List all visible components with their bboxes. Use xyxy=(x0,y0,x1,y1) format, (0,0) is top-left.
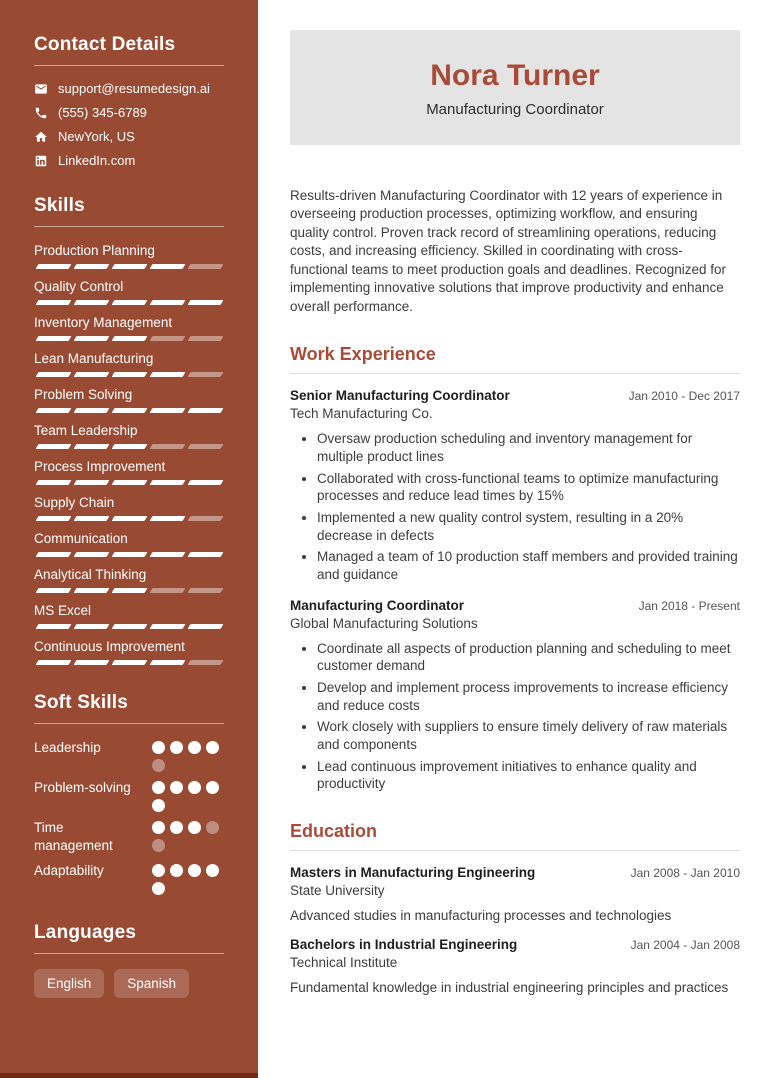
skill-bar-segment xyxy=(150,372,186,377)
candidate-title: Manufacturing Coordinator xyxy=(426,101,604,118)
skill-level-bar xyxy=(34,336,224,341)
skill-label: Problem Solving xyxy=(34,387,133,402)
skill-bar-segment xyxy=(188,660,224,665)
soft-skill-dot xyxy=(170,781,183,794)
skill-bar-segment xyxy=(112,480,148,485)
soft-skill-rating xyxy=(152,819,224,852)
skill-bar-segment xyxy=(150,444,186,449)
skill-level-bar xyxy=(34,300,224,305)
sidebar xyxy=(0,0,258,1078)
job-bullet: • Collaborated with cross-functional teams to optimize manufacturing processes and reduce lead times by 15% xyxy=(317,470,740,505)
soft-skill-item xyxy=(34,862,224,895)
work-experience-title: Work Experience xyxy=(290,344,436,365)
contact-item xyxy=(34,81,224,96)
education-dates: Jan 2004 - Jan 2008 xyxy=(630,938,740,953)
education-entry xyxy=(290,865,740,923)
job-bullet: • Work closely with suppliers to ensure timely delivery of raw materials and components xyxy=(317,718,740,753)
skill-bar-segment xyxy=(188,264,224,269)
skill-bar-segment xyxy=(74,264,110,269)
languages-section xyxy=(34,922,224,998)
skill-bar-segment xyxy=(74,516,110,521)
skill-bar-segment xyxy=(188,300,224,305)
linkedin-icon xyxy=(34,154,48,168)
job-bullet: • Lead continuous improvement initiatives to enhance quality and productivity xyxy=(317,758,740,793)
skill-bar-segment xyxy=(112,624,148,629)
skill-bar-segment xyxy=(112,552,148,557)
soft-skill-dot xyxy=(188,821,201,834)
skill-label: MS Excel xyxy=(34,603,92,618)
education-dates: Jan 2008 - Jan 2010 xyxy=(630,866,740,881)
school-name: State University xyxy=(290,883,385,899)
job-entry xyxy=(290,388,740,583)
skill-bar-segment xyxy=(188,336,224,341)
education-entry-header xyxy=(290,937,740,952)
skill-level-bar xyxy=(34,480,224,485)
soft-skill-dot xyxy=(152,781,165,794)
soft-skill-dot xyxy=(152,821,165,834)
skill-label: Production Planning xyxy=(34,243,155,258)
skill-level-bar xyxy=(34,588,224,593)
skill-bar-segment xyxy=(74,408,110,413)
skill-level-bar xyxy=(34,408,224,413)
resume-header xyxy=(290,30,740,145)
skill-bar-segment xyxy=(150,408,186,413)
skill-bar-segment xyxy=(150,588,186,593)
section-divider xyxy=(34,723,224,724)
soft-skills-list xyxy=(34,739,224,895)
soft-skill-dot xyxy=(152,864,165,877)
main-content xyxy=(258,0,768,1078)
contact-text: (555) 345-6789 xyxy=(58,105,147,120)
skill-level-bar xyxy=(34,516,224,521)
skill-bar-segment xyxy=(36,408,72,413)
skill-item xyxy=(34,458,224,485)
skill-bar-segment xyxy=(112,516,148,521)
degree-name: Bachelors in Industrial Engineering xyxy=(290,937,518,953)
email-icon xyxy=(34,82,48,96)
soft-skill-item xyxy=(34,819,224,855)
skill-bar-segment xyxy=(36,480,72,485)
skill-level-bar xyxy=(34,264,224,269)
soft-skill-dot xyxy=(206,741,219,754)
skill-label: Process Improvement xyxy=(34,459,166,474)
skill-bar-segment xyxy=(150,624,186,629)
skills-list xyxy=(34,242,224,665)
skill-bar-segment xyxy=(36,552,72,557)
languages-section-title: Languages xyxy=(34,922,137,943)
job-dates: Jan 2010 - Dec 2017 xyxy=(628,389,740,404)
skill-bar-segment xyxy=(36,624,72,629)
skills-section-title: Skills xyxy=(34,195,85,216)
job-bullets xyxy=(290,640,740,793)
skill-label: Inventory Management xyxy=(34,315,173,330)
job-dates: Jan 2018 - Present xyxy=(638,598,740,613)
skill-level-bar xyxy=(34,444,224,449)
section-divider xyxy=(290,850,740,851)
sidebar-bottom-strip xyxy=(0,1073,258,1078)
language-pill: Spanish xyxy=(114,969,189,998)
education-description: Advanced studies in manufacturing processes and technologies xyxy=(290,908,672,924)
skill-bar-segment xyxy=(112,660,148,665)
soft-skill-label: Adaptability xyxy=(34,863,104,878)
skill-bar-segment xyxy=(74,480,110,485)
skill-label: Supply Chain xyxy=(34,495,115,510)
education-entry-header xyxy=(290,865,740,880)
skill-bar-segment xyxy=(74,660,110,665)
soft-skills-section xyxy=(34,692,224,895)
contact-section xyxy=(34,34,224,168)
skill-bar-segment xyxy=(112,300,148,305)
skill-label: Quality Control xyxy=(34,279,124,294)
skill-level-bar xyxy=(34,660,224,665)
skill-bar-segment xyxy=(36,300,72,305)
skill-bar-segment xyxy=(150,300,186,305)
skill-bar-segment xyxy=(150,516,186,521)
skill-bar-segment xyxy=(150,336,186,341)
soft-skill-dot xyxy=(170,741,183,754)
skill-label: Continuous Improvement xyxy=(34,639,185,654)
section-divider xyxy=(34,953,224,954)
skill-bar-segment xyxy=(150,552,186,557)
skill-bar-segment xyxy=(112,588,148,593)
skill-bar-segment xyxy=(112,264,148,269)
skill-bar-segment xyxy=(188,444,224,449)
soft-skill-dot xyxy=(152,759,165,772)
soft-skill-dot xyxy=(206,864,219,877)
skill-bar-segment xyxy=(188,480,224,485)
soft-skill-dot xyxy=(188,864,201,877)
job-role: Manufacturing Coordinator xyxy=(290,597,464,613)
soft-skill-dot xyxy=(152,799,165,812)
soft-skill-dot xyxy=(206,781,219,794)
school-name: Technical Institute xyxy=(290,955,398,971)
skill-label: Analytical Thinking xyxy=(34,567,147,582)
skill-level-bar xyxy=(34,372,224,377)
soft-skill-dot xyxy=(170,864,183,877)
skill-label: Team Leadership xyxy=(34,423,138,438)
jobs-list xyxy=(290,388,740,793)
skill-item xyxy=(34,314,224,341)
soft-skill-dot xyxy=(152,882,165,895)
job-entry xyxy=(290,598,740,793)
job-role: Senior Manufacturing Coordinator xyxy=(290,388,510,404)
job-bullet: • Oversaw production scheduling and inventory management for multiple product lines xyxy=(317,430,740,465)
soft-skill-rating xyxy=(152,779,224,812)
skill-level-bar xyxy=(34,552,224,557)
skill-bar-segment xyxy=(36,588,72,593)
soft-skill-label: Problem-solving xyxy=(34,780,131,795)
contact-list xyxy=(34,81,224,168)
contact-text: NewYork, US xyxy=(58,129,135,144)
skill-item xyxy=(34,602,224,629)
contact-item xyxy=(34,153,224,168)
contact-section-title: Contact Details xyxy=(34,34,176,55)
skill-bar-segment xyxy=(36,264,72,269)
soft-skill-dot xyxy=(152,741,165,754)
section-divider xyxy=(290,373,740,374)
skill-bar-segment xyxy=(188,372,224,377)
skill-bar-segment xyxy=(74,300,110,305)
skill-item xyxy=(34,494,224,521)
skill-bar-segment xyxy=(36,444,72,449)
skill-bar-segment xyxy=(74,372,110,377)
skill-bar-segment xyxy=(74,624,110,629)
skill-bar-segment xyxy=(36,336,72,341)
home-icon xyxy=(34,130,48,144)
job-company: Tech Manufacturing Co. xyxy=(290,406,433,422)
skill-bar-segment xyxy=(112,408,148,413)
job-entry-header xyxy=(290,388,740,403)
skill-item xyxy=(34,242,224,269)
skill-bar-segment xyxy=(112,336,148,341)
skill-bar-segment xyxy=(74,444,110,449)
skill-bar-segment xyxy=(188,552,224,557)
job-bullet: • Managed a team of 10 production staff members and provided training and guidance xyxy=(317,548,740,583)
education-entry xyxy=(290,937,740,995)
soft-skills-section-title: Soft Skills xyxy=(34,692,129,713)
skill-bar-segment xyxy=(74,336,110,341)
skill-bar-segment xyxy=(36,372,72,377)
skill-item xyxy=(34,422,224,449)
job-entry-header xyxy=(290,598,740,613)
skill-item xyxy=(34,638,224,665)
soft-skill-rating xyxy=(152,739,224,772)
education-list xyxy=(290,865,740,995)
candidate-name: Nora Turner xyxy=(430,59,600,92)
skill-bar-segment xyxy=(188,516,224,521)
soft-skill-dot xyxy=(206,821,219,834)
skill-bar-segment xyxy=(74,552,110,557)
skill-bar-segment xyxy=(112,372,148,377)
language-pill: English xyxy=(34,969,104,998)
degree-name: Masters in Manufacturing Engineering xyxy=(290,865,536,881)
job-bullet: • Coordinate all aspects of production planning and scheduling to meet customer demand xyxy=(317,640,740,675)
section-divider xyxy=(34,226,224,227)
soft-skill-dot xyxy=(188,781,201,794)
phone-icon xyxy=(34,106,48,120)
work-experience-section xyxy=(290,344,740,793)
job-bullet: • Implemented a new quality control system, resulting in a 20% decrease in defects xyxy=(317,509,740,544)
job-bullet: • Develop and implement process improvements to increase efficiency and reduce costs xyxy=(317,679,740,714)
skill-item xyxy=(34,350,224,377)
soft-skill-label: Time management xyxy=(34,820,113,853)
skill-bar-segment xyxy=(112,444,148,449)
skill-label: Lean Manufacturing xyxy=(34,351,154,366)
skill-bar-segment xyxy=(74,588,110,593)
skill-bar-segment xyxy=(188,588,224,593)
contact-text: support@resumedesign.ai xyxy=(58,81,210,96)
skill-bar-segment xyxy=(36,516,72,521)
skill-bar-segment xyxy=(150,480,186,485)
skill-bar-segment xyxy=(36,660,72,665)
soft-skill-dot xyxy=(188,741,201,754)
skill-bar-segment xyxy=(150,660,186,665)
soft-skill-dot xyxy=(152,839,165,852)
soft-skill-dot xyxy=(170,821,183,834)
soft-skill-item xyxy=(34,779,224,812)
education-section xyxy=(290,821,740,995)
contact-text: LinkedIn.com xyxy=(58,153,136,168)
skill-level-bar xyxy=(34,624,224,629)
skill-item xyxy=(34,278,224,305)
skill-bar-segment xyxy=(150,264,186,269)
languages-list xyxy=(34,969,224,998)
skill-item xyxy=(34,530,224,557)
soft-skill-item xyxy=(34,739,224,772)
skill-label: Communication xyxy=(34,531,128,546)
job-company: Global Manufacturing Solutions xyxy=(290,615,478,631)
job-bullets xyxy=(290,430,740,583)
section-divider xyxy=(34,65,224,66)
skill-bar-segment xyxy=(188,624,224,629)
skill-item xyxy=(34,566,224,593)
soft-skill-rating xyxy=(152,862,224,895)
professional-summary: Results-driven Manufacturing Coordinator with 12 years of experience in overseeing production processes, optimizing workflow, and ensuring quality control. Proven track record of streamlining operations, reducing costs, and increasing efficiency. Skilled in coordinating with cross-functional teams to meet production goals and deadlines. Recognized for implementing innovative solutions that improve productivity and enhance overall performance. xyxy=(290,188,727,314)
skill-item xyxy=(34,386,224,413)
contact-item xyxy=(34,129,224,144)
soft-skill-label: Leadership xyxy=(34,740,101,755)
skills-section xyxy=(34,195,224,665)
education-title: Education xyxy=(290,821,378,842)
education-description: Fundamental knowledge in industrial engineering principles and practices xyxy=(290,980,729,996)
skill-bar-segment xyxy=(188,408,224,413)
contact-item xyxy=(34,105,224,120)
